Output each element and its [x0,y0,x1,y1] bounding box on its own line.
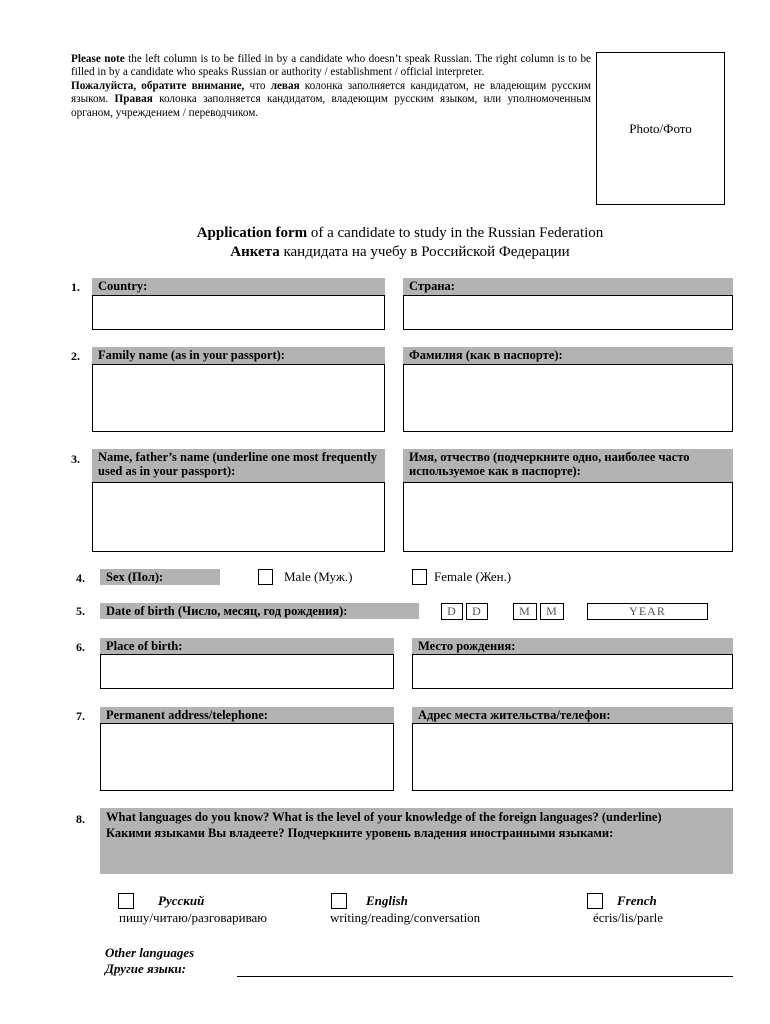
field-number: 5. [76,604,85,618]
other-languages-en: Other languages [105,945,195,960]
field-number: 1. [71,280,80,294]
french-checkbox[interactable] [587,893,603,909]
date-of-birth-label: Date of birth (Число, месяц, год рождения): [100,603,419,619]
instructions-note [71,53,591,120]
title-en-bold: Application form [196,225,308,241]
french-label: French [617,893,657,908]
male-checkbox[interactable] [258,569,273,585]
country-label-ru: Страна: [403,278,733,295]
place-of-birth-input-en[interactable] [100,654,394,689]
given-name-label-en: Name, father’s name (underline one most frequently used as in your passport): [92,449,385,482]
english-checkbox[interactable] [331,893,347,909]
given-name-input-en[interactable] [92,482,385,552]
field-number: 7. [76,709,85,723]
english-label: English [366,893,408,908]
family-name-input-ru[interactable] [403,364,733,432]
month-digit-2[interactable]: M [540,603,564,620]
title-ru-rest: кандидата на учебу в Российской Федерации [279,244,570,260]
other-languages-line[interactable] [237,976,733,977]
photo-label: Photo/Фото [629,120,692,136]
note-ru-right: Правая [114,93,153,106]
address-label-en: Permanent address/telephone: [100,707,394,723]
day-digit-1[interactable]: D [441,603,463,620]
field-number: 2. [71,349,80,363]
english-levels: writing/reading/conversation [330,910,481,925]
year-input[interactable]: YEAR [587,603,708,620]
sex-label: Sex (Пол): [100,569,220,585]
month-digit-1[interactable]: M [513,603,537,620]
given-name-input-ru[interactable] [403,482,733,552]
place-of-birth-input-ru[interactable] [412,654,733,689]
country-label-en: Country: [92,278,385,295]
other-languages-label [105,945,194,977]
title-en-rest: of a candidate to study in the Russian Federation [307,225,604,241]
field-number: 3. [71,452,80,466]
field-number: 6. [76,640,85,654]
languages-question-ru: Какими языками Вы владеете? Подчеркните уровень владения иностранными языками: [106,825,614,840]
title-ru [0,243,770,261]
note-en-text: the left column is to be filled in by a candidate who doesn’t speak Russian. The right column is to be filled in by a candidate who speaks Russian or authority / establishment / official interpreter. [71,53,591,79]
note-ru-text: колонка заполняется кандидатом, владеющим русским языком, или уполномоченным органом, учреждением / переводчиком. [71,93,591,119]
family-name-label-ru: Фамилия (как в паспорте): [403,347,733,364]
russian-checkbox[interactable] [118,893,134,909]
russian-levels: пишу/читаю/разговариваю [119,910,268,925]
family-name-label-en: Family name (as in your passport): [92,347,385,364]
title-ru-bold: Анкета [230,244,280,260]
place-of-birth-label-en: Place of birth: [100,638,394,654]
title-en [0,224,770,242]
day-digit-2[interactable]: D [466,603,488,620]
country-input-ru[interactable] [403,295,733,330]
note-ru-bold: Пожалуйста, обратите внимание, [71,79,245,92]
languages-question-en: What languages do you know? What is the level of your knowledge of the foreign languages? (underline) [106,810,662,824]
field-number: 4. [76,571,85,585]
male-option-label: Male (Муж.) [284,569,353,584]
given-name-label-ru: Имя, отчество (подчеркните одно, наиболее часто используемое как в паспорте): [403,449,733,482]
photo-box[interactable] [596,52,725,205]
female-option-label: Female (Жен.) [434,569,512,584]
languages-question [100,808,733,874]
note-ru-left: левая [270,79,300,92]
other-languages-ru: Другие языки: [105,961,186,976]
family-name-input-en[interactable] [92,364,385,432]
note-ru-text: что [244,79,271,92]
address-label-ru: Адрес места жительства/телефон: [412,707,733,723]
female-checkbox[interactable] [412,569,427,585]
country-input-en[interactable] [92,295,385,330]
russian-label: Русский [158,893,205,908]
note-ru-text: колонка заполняется кандидатом, не владеющим русским языком. [71,79,592,106]
address-input-ru[interactable] [412,723,733,791]
address-input-en[interactable] [100,723,394,791]
note-en-bold: Please note [71,53,125,65]
field-number: 8. [76,812,85,826]
place-of-birth-label-ru: Место рождения: [412,638,733,654]
french-levels: écris/lis/parle [593,910,664,925]
